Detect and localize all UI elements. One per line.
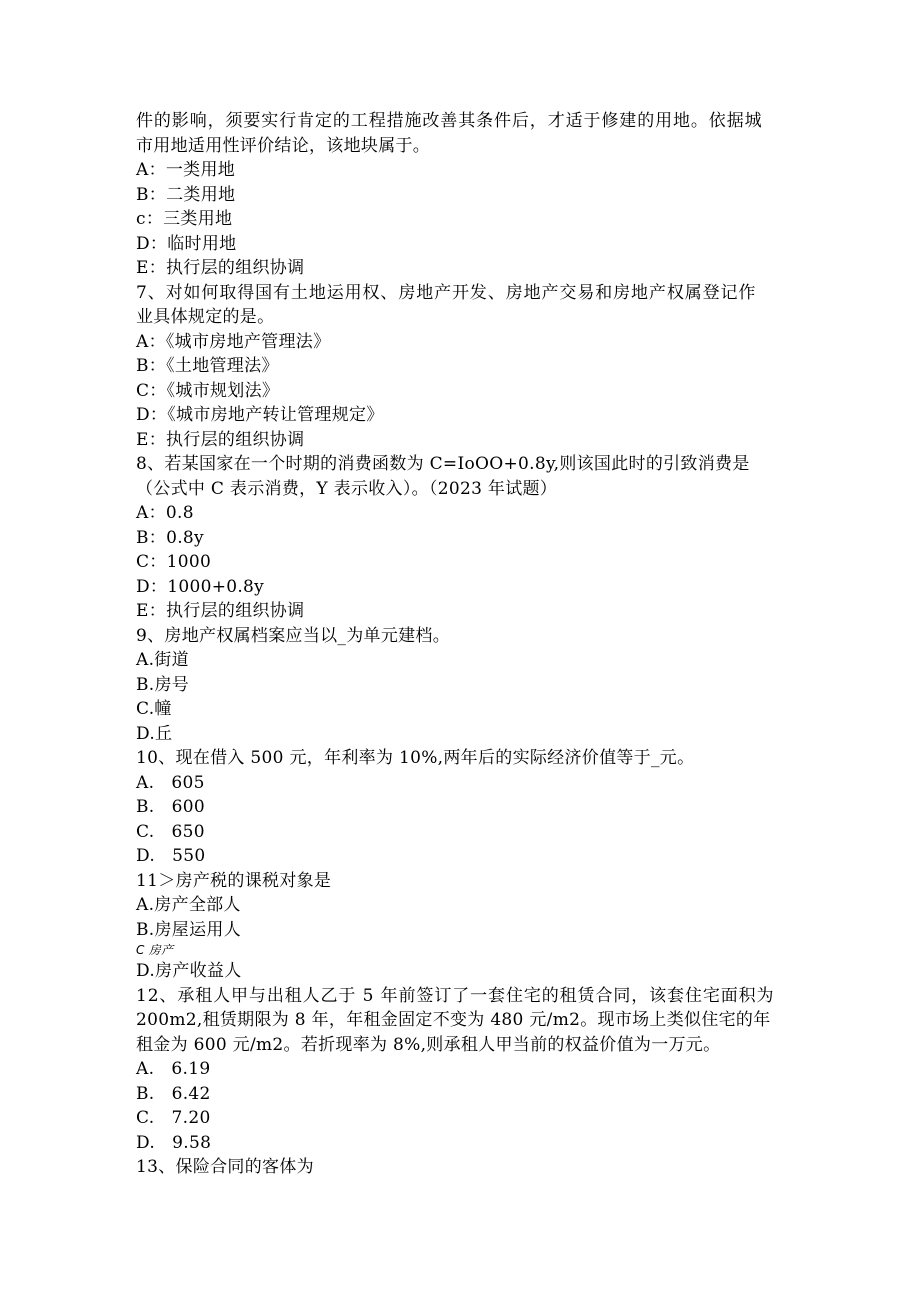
option-line: C.幢 [136,699,172,719]
text-line: 市用地适用性评价结论，该地块属于。 [136,135,431,156]
option-line: D.房产收益人 [136,961,242,981]
question-line: （公式中 C 表示消费，Y 表示收入）。（2023 年试题） [136,478,558,499]
option-line: B. 6.42 [136,1083,211,1104]
question-line: 10、现在借入 500 元，年利率为 10%,两年后的实际经济价值等于_元。 [136,748,695,768]
option-line: B.房屋运用人 [136,919,241,940]
option-line: C：《城市规划法》 [136,380,280,401]
option-line: C 房产 [136,943,174,957]
option-line: D. 9.58 [136,1132,212,1153]
question-line: 200m2,租赁期限为 8 年，年租金固定不变为 480 元/m2。现市场上类似住宅的年 [136,1010,771,1030]
option-line: E：执行层的组织协调 [136,258,305,278]
option-line: D. 550 [136,846,206,866]
question-line: 租金为 600 元/m2。若折现率为 8%,则承租人甲当前的权益价值为一万元。 [136,1034,721,1055]
text-line: 件的影响，须要实行肯定的工程措施改善其条件后，才适于修建的用地。依据城 [136,111,763,131]
option-line: B.房号 [136,674,190,695]
option-line: A.街道 [136,650,189,670]
question-line: 9、房地产权属档案应当以_为单元建档。 [136,625,451,646]
option-line: D.丘 [136,723,173,744]
option-line: A. 605 [136,772,205,793]
option-line: B：二类用地 [136,184,236,205]
question-line: 11＞房产税的课税对象是 [136,870,332,891]
question-line: 12、承租人甲与出租人乙于 5 年前签订了一套住宅的租赁合同，该套住宅面积为 [136,985,775,1006]
option-line: D：《城市房地产转让管理规定》 [136,405,384,425]
option-line: E：执行层的组织协调 [136,429,305,450]
option-line: B：0.8y [136,527,204,548]
option-line: E：执行层的组织协调 [136,601,305,621]
option-line: A. 6.19 [136,1059,211,1079]
document-body [136,109,786,1180]
option-line: B. 600 [136,797,205,817]
option-line: C：1000 [136,552,212,572]
question-line: 13、保险合同的客体为 [136,1157,314,1177]
question-line: 业具体规定的是。 [136,307,275,327]
question-line: 7、对如何取得国有土地运用权、房地产开发、房地产交易和房地产权属登记作 [136,282,757,303]
option-line: c：三类用地 [136,209,233,229]
option-line: D：临时用地 [136,233,237,254]
option-line: C. 650 [136,821,205,842]
option-line: D：1000+0.8y [136,576,265,597]
option-line: A：一类用地 [136,160,236,180]
question-line: 8、若某国家在一个时期的消费函数为 C=IoOO+0.8y,则该国此时的引致消费是 [136,454,750,474]
option-line: A：0.8 [136,503,194,523]
option-line: A：《城市房地产管理法》 [136,331,331,352]
option-line: C. 7.20 [136,1108,211,1128]
option-line: A.房产全部人 [136,895,241,915]
option-line: B：《土地管理法》 [136,356,279,376]
